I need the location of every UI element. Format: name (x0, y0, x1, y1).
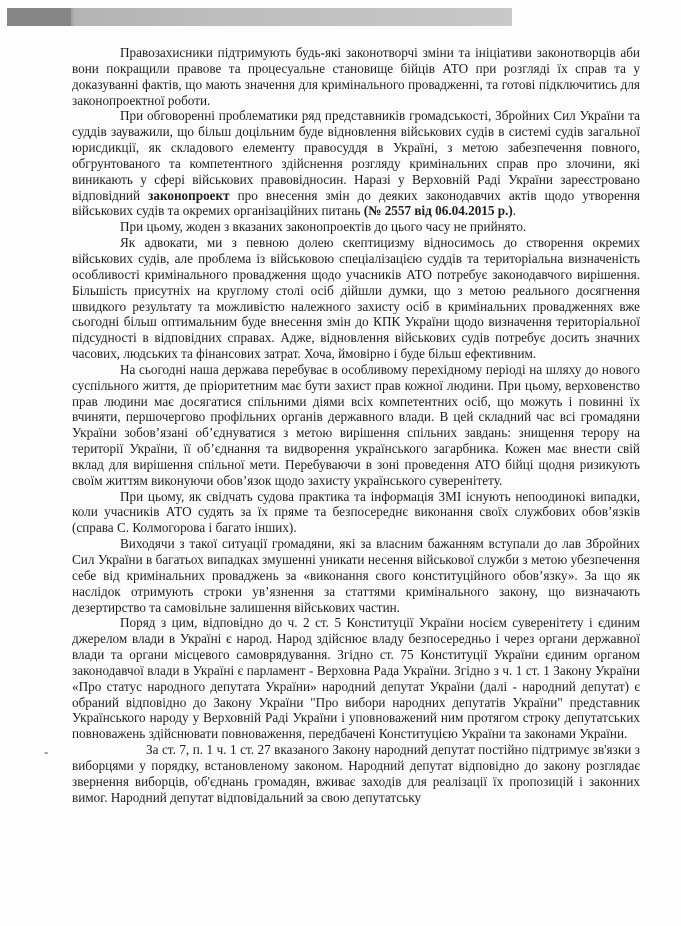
paragraph-lawyers-skepticism: Як адвокати, ми з певною долею скептицизму відносимось до створення окремих військових судів, але проблема із військовою спеціалізацією суддів та територіальна визначеність особливості кримінального провадження щодо учасників АТО потребує законодавчого вирішення. Більшість присутніх на круглому столі осіб дійшли думки, що з метою реального досягнення швидкого результату та можливістю належного захисту осіб в кримінальних провадженнях вже сьогодні більш оптимальним буде внесення змін до КПК України щодо визначення територіальної підсудності в відповідних справах. Адже, відновлення військових судів потребує досить значних часових, людських та фінансових затрат. Хоча, ймовірно і буде більш ефективним. (72, 235, 640, 362)
paragraph-text: . (512, 203, 517, 219)
paragraph-transition-period: На сьогодні наша держава перебуває в особливому перехідному періоді на шляху до нового суспільного життя, де пріоритетним має бути захист прав кожної людини. При цьому, верховенство прав людини має досягатися спільними діями всіх компетентних осіб, що можуть і повинні їх вчиняти, першочергово профільних органів державного влади. В цей складний час всі громадяни України зобов’язані об’єднуватися з метою вирішення спільних завдань: знищення терору на території України, її об’єднання та видворення українського загарбника. Кожен має внести свій вклад для вирішення спільної мети. Перебуваючи в зоні проведення АТО бійці щодня ризикують своїм життям виконуючи обов’язок щодо захисту українського суверенітету. (72, 361, 640, 488)
scan-header-bar (7, 8, 512, 26)
paragraph-no-bills-adopted: При цьому, жоден з вказаних законопроектів до цього часу не прийнято. (120, 219, 527, 235)
paragraph-human-rights-support: Правозахисники підтримують будь-які законотворчі зміни та ініціативи законотворців аби вони покращили правове та процесуальне становище бійців АТО при розгляді їх справ та у доказуванні фактів, що мають значення для кримінального провадженні, та готові підключитись для законопроектної роботи. (72, 45, 640, 108)
paragraph-text: При обговоренні проблематики ряд представників громадськості, Збройних Сил України та суддів зауважили, що більш доцільним буде відновлення військових судів в системі судів загальної юрисдикції, як складового елементу правосуддя в Україні, з метою забезпечення повного, обгрунтованого та компетентного здійснення розгляду кримінальних справ про злочини, які виникають у сфері військових правовідносин. Наразі у Верховній Раді України зареєстровано відповідний (72, 108, 640, 203)
paragraph-constitution: Поряд з цим, відповідно до ч. 2 ст. 5 Конституції України носієм суверенітету і єдиним джерелом влади в Україні є народ. Народ здійснює владу безпосередньо і через органи державної влади та органи місцевого самоврядування. Згідно ст. 75 Конституції України єдиним органом законодавчої влади в Україні є парламент - Верховна Рада України. Згідно з ч. 1 ст. 1 Закону України «Про статус народного депутата України» народний депутат України (далі - народний депутат) є обраний відповідно до Закону України "Про вибори народних депутатів України" представник Українського народу у Верховній Раді України і уповноважений ним протягом строку депутатських повноважень здійснювати повноваження, передбачені Конституцією України та законами України. (72, 615, 640, 742)
paragraph-text: про внесення змін до деяких законодавчих актів щодо утворення військових судів та окремих організаційних питань (72, 187, 640, 219)
bold-bill-number: (№ 2557 від 06.04.2015 р.) (363, 203, 513, 219)
paragraph-military-courts (72, 108, 640, 219)
paragraph-court-practice: При цьому, як свідчать судова практика та інформація ЗМІ існують непоодинокі випадки, коли учасників АТО судять за їх пряме та безпосереднє виконання своїх службових обов’язків (справа С. Колмогорова і багато інших). (72, 488, 640, 536)
scan-header-bar-dark-segment (7, 8, 71, 26)
document-body (72, 45, 640, 806)
paragraph-citizens-situation: Виходячи з такої ситуації громадяни, які за власним бажанням вступали до лав Збройних Сил України в багатьох випадках змушенні уникати несення військової служби з метою убезпечення себе від кримінальних проваджень за «виконання свого конституційного обов’язку». За що як наслідок отримують строки ув’язнення за статтями кримінального закону, що визначають дезертирство та самовільне залишення військових частин. (72, 536, 640, 615)
bold-bill-term: законопроект (148, 187, 230, 203)
margin-mark: - (44, 744, 49, 759)
paragraph-deputy-duties: За ст. 7, п. 1 ч. 1 ст. 27 вказаного Закону народний депутат постійно підтримує зв'язки з виборцями у порядку, встановленому законом. Народний депутат відповідно до закону розглядає звернення виборців, об'єднань громадян, вживає заходів для реалізації їх пропозицій і законних вимог. Народний депутат відповідальний за свою депутатську (72, 742, 640, 805)
